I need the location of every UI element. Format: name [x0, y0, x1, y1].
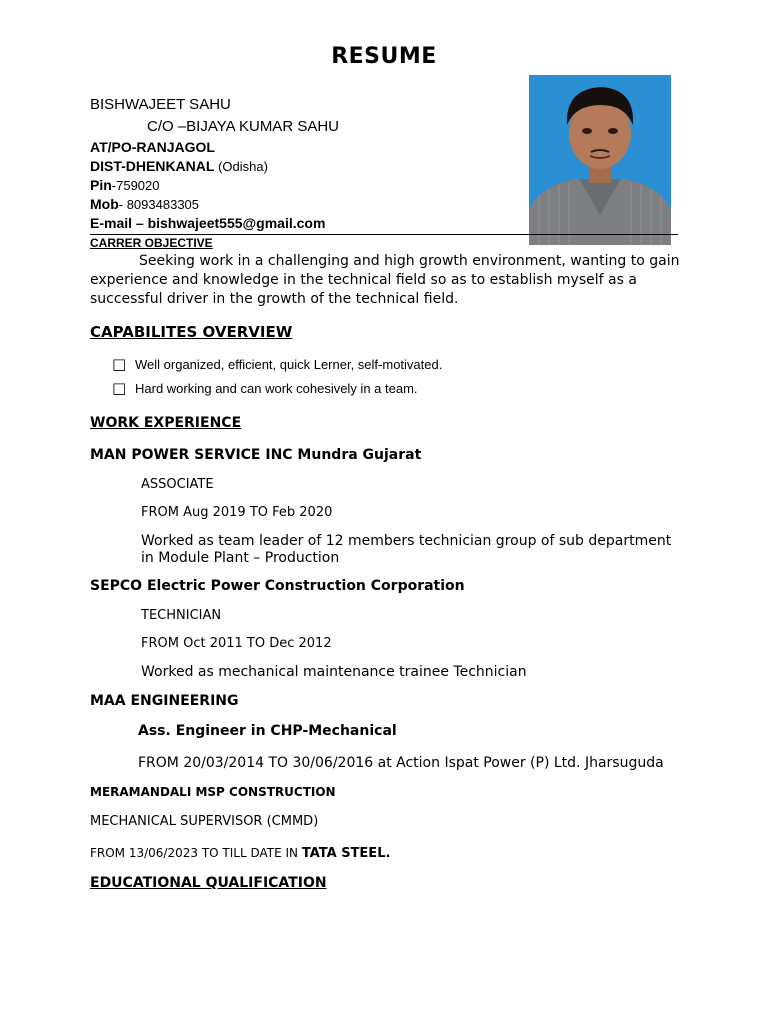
job-period-employer: TATA STEEL. — [301, 846, 391, 861]
address-line2 — [90, 158, 268, 174]
objective-heading: CARRER OBJECTIVE — [90, 236, 213, 250]
capability-item: Hard working and can work cohesively in a team. — [135, 381, 418, 396]
mob-value: - 8093483305 — [118, 197, 200, 212]
job-period: FROM Oct 2011 TO Dec 2012 — [141, 636, 332, 651]
bullet-icon: □ — [112, 355, 127, 373]
job-description: Worked as team leader of 12 members technician group of sub department — [141, 533, 672, 549]
job-company: SEPCO Electric Power Construction Corporation — [90, 578, 465, 594]
care-of: C/O –BIJAYA KUMAR SAHU — [147, 118, 339, 135]
job-description: Worked as mechanical maintenance trainee Technician — [141, 664, 527, 680]
capabilities-heading: CAPABILITES OVERVIEW — [90, 323, 293, 341]
header-divider — [90, 234, 678, 235]
candidate-name: BISHWAJEET SAHU — [90, 96, 231, 113]
job-period-prefix: FROM 13/06/2023 TO TILL DATE IN — [90, 846, 302, 860]
job-role: Ass. Engineer in CHP-Mechanical — [138, 723, 397, 739]
address-line1: AT/PO-RANJAGOL — [90, 139, 215, 155]
resume-title: RESUME — [331, 44, 437, 69]
mob-label: Mob — [90, 196, 119, 212]
pin-line — [90, 177, 160, 193]
profile-photo — [529, 75, 671, 245]
state-value: (Odisha) — [214, 159, 268, 174]
objective-line1: Seeking work in a challenging and high growth environment, wanting to gain — [139, 253, 680, 269]
pin-label: Pin — [90, 177, 112, 193]
objective-line2: experience and knowledge in the technical field so as to establish myself as a — [90, 272, 637, 288]
work-heading: WORK EXPERIENCE — [90, 415, 242, 431]
capability-item: Well organized, efficient, quick Lerner, self-motivated. — [135, 357, 443, 372]
job-role: TECHNICIAN — [141, 608, 222, 623]
job-company: MERAMANDALI MSP CONSTRUCTION — [90, 785, 336, 799]
bullet-icon: □ — [112, 379, 127, 397]
objective-line3: successful driver in the growth of the technical field. — [90, 291, 459, 307]
job-role: ASSOCIATE — [141, 477, 214, 492]
job-period: FROM Aug 2019 TO Feb 2020 — [141, 505, 333, 520]
job-period: FROM 20/03/2014 TO 30/06/2016 at Action Ispat Power (P) Ltd. Jharsuguda — [138, 755, 664, 771]
job-period — [90, 846, 390, 861]
job-company: MAN POWER SERVICE INC Mundra Gujarat — [90, 447, 422, 463]
email-line: E-mail – bishwajeet555@gmail.com — [90, 215, 326, 231]
pin-value: -759020 — [111, 178, 160, 193]
job-description: in Module Plant – Production — [141, 550, 340, 566]
district-label: DIST-DHENKANAL — [90, 158, 215, 174]
education-heading: EDUCATIONAL QUALIFICATION — [90, 875, 327, 891]
mobile-line — [90, 196, 199, 212]
job-company: MAA ENGINEERING — [90, 693, 239, 709]
job-role: MECHANICAL SUPERVISOR (CMMD) — [90, 814, 319, 829]
